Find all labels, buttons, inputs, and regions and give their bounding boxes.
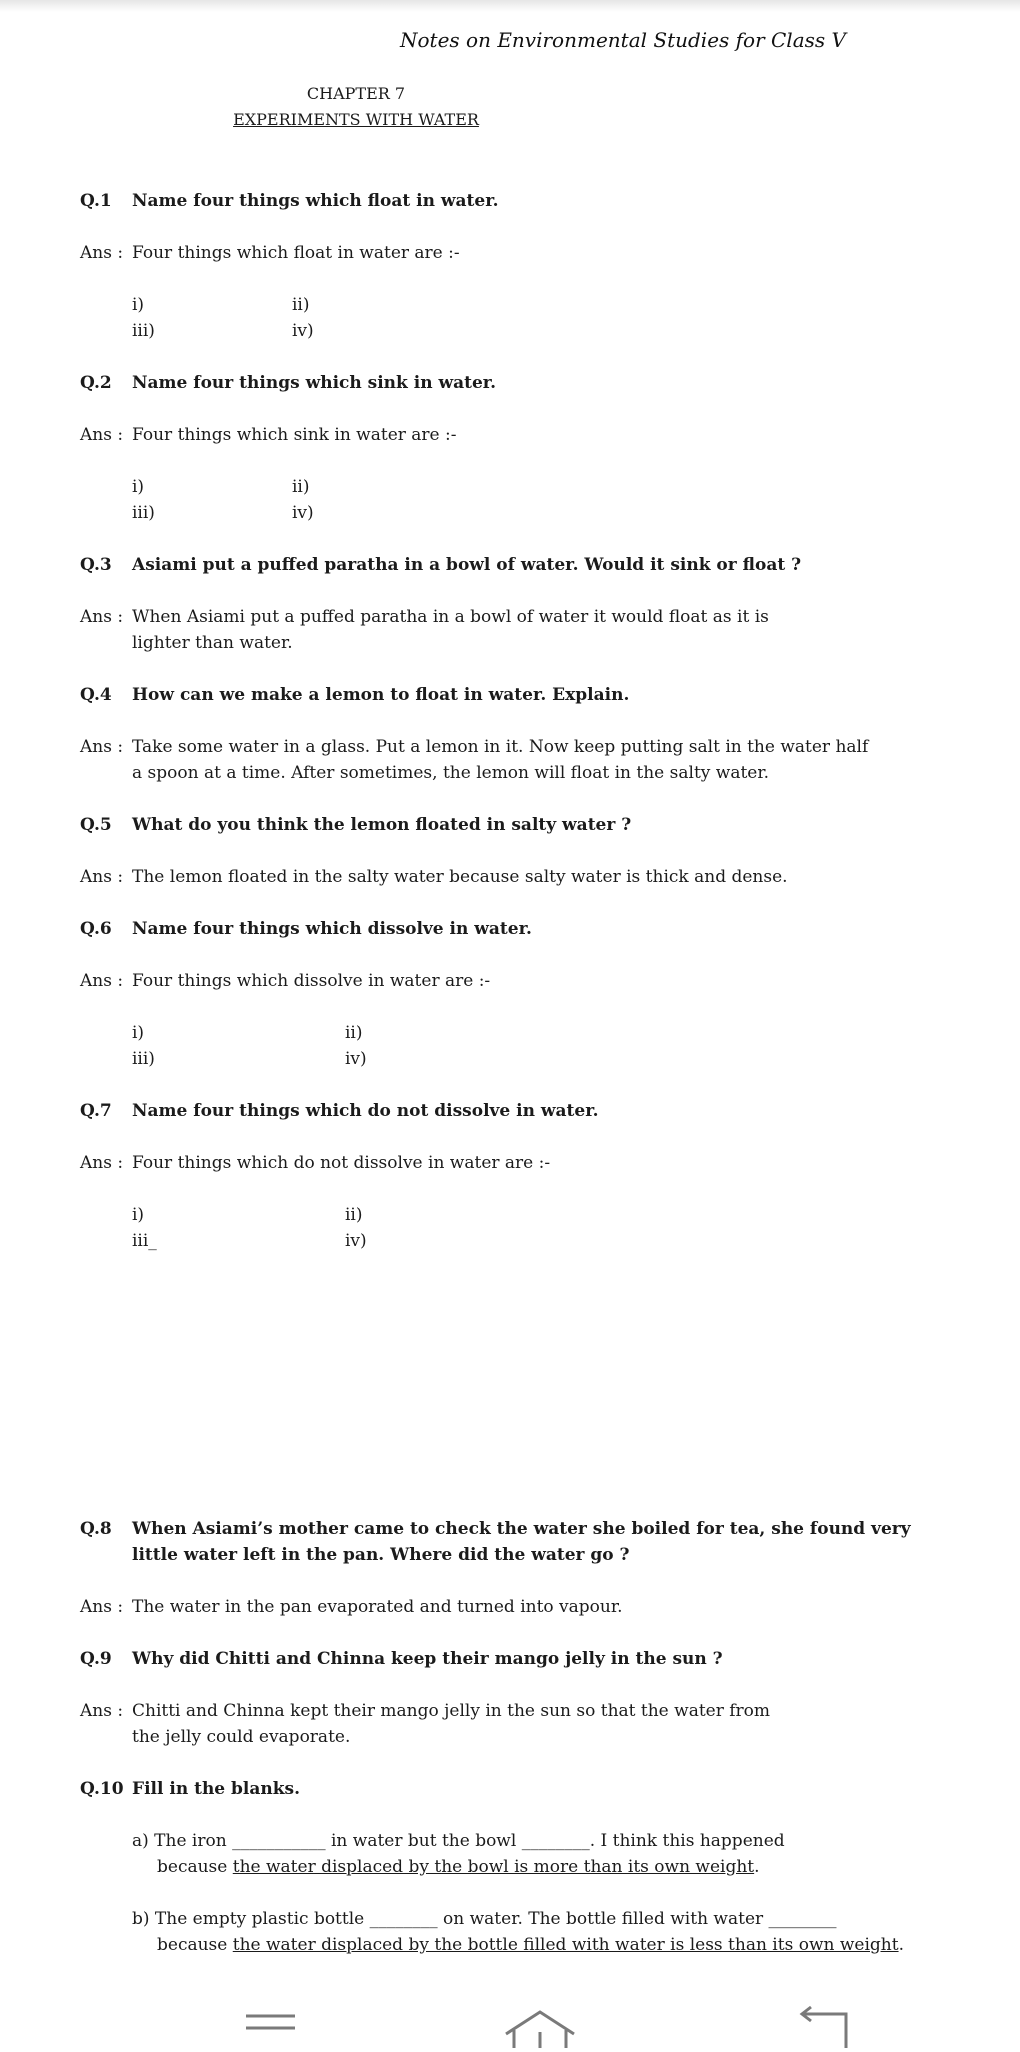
q3-text: Asiami put a puffed paratha in a bowl of water. Would it sink or float ? xyxy=(132,555,802,575)
q7-option-2: ii) xyxy=(345,1205,363,1225)
q4-number: Q.4 xyxy=(80,685,112,705)
q6-text: Name four things which dissolve in water. xyxy=(132,919,532,939)
q7-option-4: iv) xyxy=(345,1231,367,1251)
q9-number: Q.9 xyxy=(80,1649,112,1669)
chapter-number: CHAPTER 7 xyxy=(306,84,406,103)
q2-option-4: iv) xyxy=(292,503,314,523)
q8-number: Q.8 xyxy=(80,1519,112,1539)
q2-ans-label: Ans : xyxy=(80,425,124,445)
q8-text-line1: When Asiami’s mother came to check the water she boiled for tea, she found very xyxy=(132,1519,911,1539)
q10-text: Fill in the blanks. xyxy=(132,1779,301,1799)
q10a-line2 xyxy=(157,1856,760,1878)
q8-ans-label: Ans : xyxy=(80,1597,124,1617)
q2-option-2: ii) xyxy=(292,477,310,497)
q1-ans-label: Ans : xyxy=(80,243,124,263)
q4-answer-line2: a spoon at a time. After sometimes, the lemon will float in the salty water. xyxy=(132,763,770,783)
q7-option-3: iii_ xyxy=(132,1231,157,1251)
q6-answer: Four things which dissolve in water are :- xyxy=(132,971,491,991)
q2-number: Q.2 xyxy=(80,373,112,393)
q5-text: What do you think the lemon floated in salty water ? xyxy=(132,815,632,835)
q3-answer-line1: When Asiami put a puffed paratha in a bowl of water it would float as it is xyxy=(132,607,769,627)
q5-number: Q.5 xyxy=(80,815,112,835)
q10a-reason: the water displaced by the bowl is more than its own weight xyxy=(232,1857,755,1877)
q1-text: Name four things which float in water. xyxy=(132,191,499,211)
q10b-reason: the water displaced by the bottle filled with water is less than its own weight xyxy=(232,1935,899,1955)
q7-number: Q.7 xyxy=(80,1101,112,1121)
q5-ans-label: Ans : xyxy=(80,867,124,887)
q6-ans-label: Ans : xyxy=(80,971,124,991)
q3-answer-line2: lighter than water. xyxy=(132,633,293,653)
q8-text-line2: little water left in the pan. Where did the water go ? xyxy=(132,1545,630,1565)
q10a-line1: a) The iron ___________ in water but the bowl ________. I think this happened xyxy=(132,1831,785,1851)
q10b-period: . xyxy=(898,1935,904,1955)
q6-option-2: ii) xyxy=(345,1023,363,1043)
q9-ans-label: Ans : xyxy=(80,1701,124,1721)
q4-text: How can we make a lemon to float in water. Explain. xyxy=(132,685,630,705)
q10-number: Q.10 xyxy=(80,1779,124,1799)
q1-option-2: ii) xyxy=(292,295,310,315)
q6-option-4: iv) xyxy=(345,1049,367,1069)
back-icon[interactable] xyxy=(802,2007,846,2048)
q7-ans-label: Ans : xyxy=(80,1153,124,1173)
q2-option-1: i) xyxy=(132,477,145,497)
q1-number: Q.1 xyxy=(80,191,112,211)
q10a-because: because xyxy=(157,1857,228,1877)
q1-option-1: i) xyxy=(132,295,145,315)
q8-answer: The water in the pan evaporated and turned into vapour. xyxy=(132,1597,623,1617)
q10a-period: . xyxy=(754,1857,760,1877)
navigation-bar xyxy=(0,1990,1020,2048)
q3-number: Q.3 xyxy=(80,555,112,575)
q5-answer: The lemon floated in the salty water because salty water is thick and dense. xyxy=(132,867,788,887)
q9-text: Why did Chitti and Chinna keep their mango jelly in the sun ? xyxy=(132,1649,723,1669)
q4-answer-line1: Take some water in a glass. Put a lemon in it. Now keep putting salt in the water half xyxy=(132,737,869,757)
menu-icon[interactable] xyxy=(246,2016,295,2028)
home-icon[interactable] xyxy=(506,2012,574,2048)
q6-option-3: iii) xyxy=(132,1049,155,1069)
q2-option-3: iii) xyxy=(132,503,155,523)
q4-ans-label: Ans : xyxy=(80,737,124,757)
q2-answer: Four things which sink in water are :- xyxy=(132,425,457,445)
page-header: Notes on Environmental Studies for Class V xyxy=(400,28,846,52)
q1-option-3: iii) xyxy=(132,321,155,341)
q6-option-1: i) xyxy=(132,1023,145,1043)
q10b-line1: b) The empty plastic bottle ________ on water. The bottle filled with water ________ xyxy=(132,1909,837,1929)
q10b-line2 xyxy=(157,1934,904,1956)
q3-ans-label: Ans : xyxy=(80,607,124,627)
q7-option-1: i) xyxy=(132,1205,145,1225)
q9-answer-line1: Chitti and Chinna kept their mango jelly in the sun so that the water from xyxy=(132,1701,771,1721)
q9-answer-line2: the jelly could evaporate. xyxy=(132,1727,351,1747)
q7-answer: Four things which do not dissolve in water are :- xyxy=(132,1153,551,1173)
status-shadow xyxy=(0,0,1020,12)
q2-text: Name four things which sink in water. xyxy=(132,373,497,393)
q6-number: Q.6 xyxy=(80,919,112,939)
q10b-because: because xyxy=(157,1935,228,1955)
q1-answer: Four things which float in water are :- xyxy=(132,243,460,263)
chapter-title: EXPERIMENTS WITH WATER xyxy=(233,110,479,129)
q1-option-4: iv) xyxy=(292,321,314,341)
q7-text: Name four things which do not dissolve in water. xyxy=(132,1101,599,1121)
